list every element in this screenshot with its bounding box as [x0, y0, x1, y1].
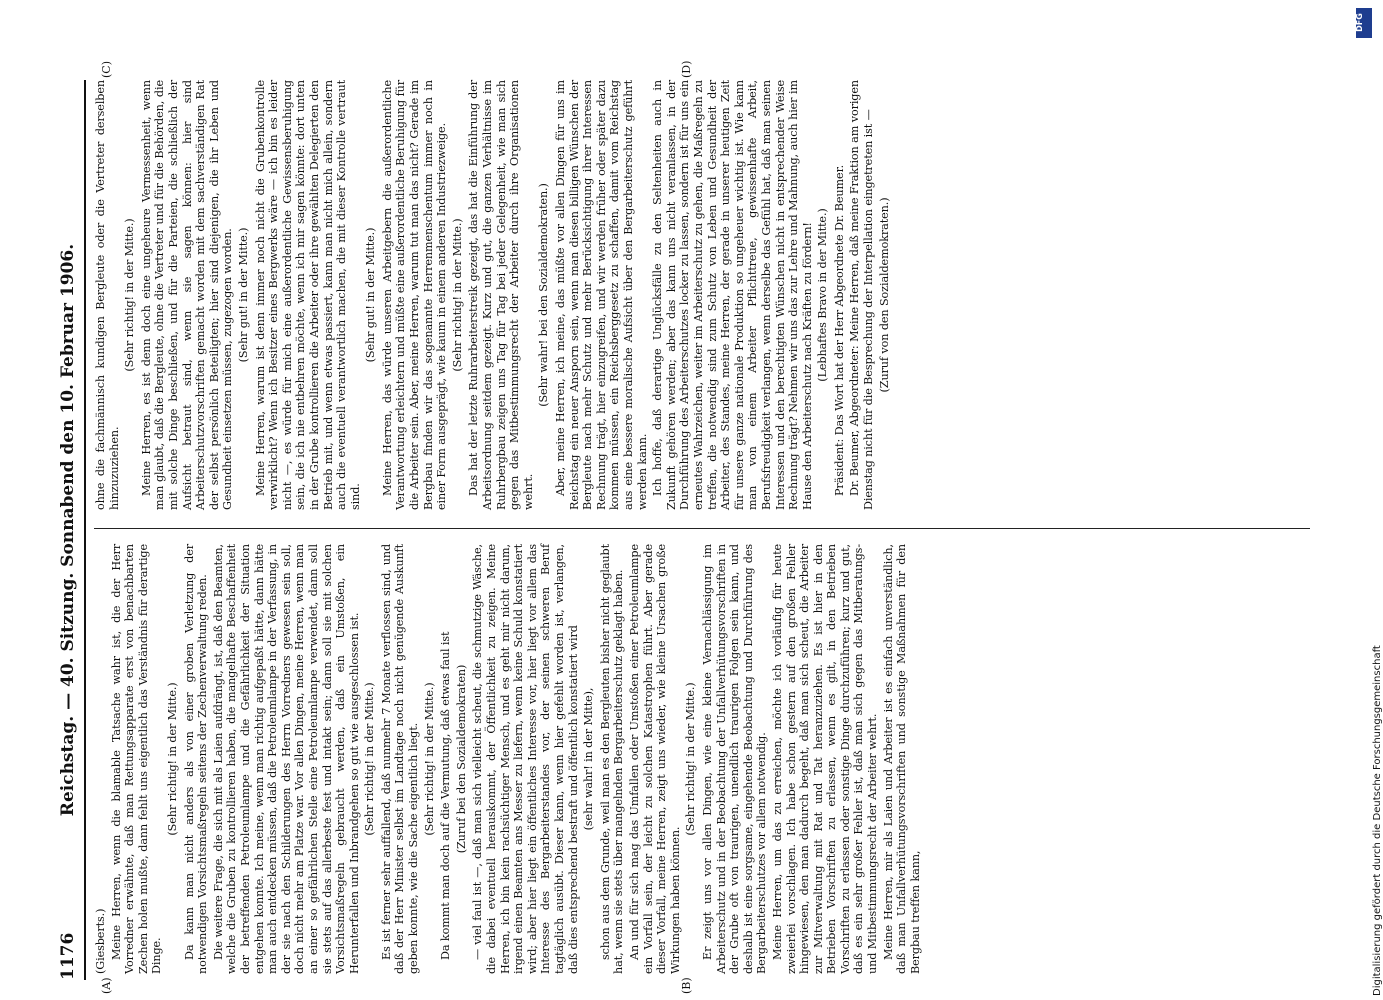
paragraph: Präsident: Das Wort hat der Herr Abgeordnete Dr. Beumer.: [832, 164, 846, 496]
paragraph: schon aus dem Grunde, weil man es den Bergleuten bisher nicht geglaubt hat, wenn sie stets über mangelnden Bergarbeiterschutz geklagt haben.: [598, 544, 626, 974]
paragraph: ohne die fachmännisch kundigen Bergleute oder die Vertreter derselben hinzuzuziehen.: [94, 80, 121, 510]
margin-mark-c: (C): [100, 61, 113, 78]
side-strip: [1352, 0, 1382, 1000]
column-divider: [94, 528, 1310, 529]
paragraph: Meine Herren, es ist denn doch eine ungeheure Vermessenheit, wenn man glaubt, daß die Bergleute, ohne die Vertreter und für die Behörden, die mit solche Dinge beschließen, und für die Parteien, die schließlich der Aufsicht betraut sind, wenn sie sagen können: hier sind Arbeiterschutzvorschriften gemacht worden mit dem sachverständigen Rat der selbst persönlich Beteiligten; hier sind diejenigen, die ihr Leben und Gesundheit einsetzen müssen, zugezogen worden.: [139, 80, 235, 510]
left-text-column: [94, 544, 1310, 974]
paragraph: Das hat der letzte Ruhrarbeiterstreik gezeigt, das hat die Einführung der Arbeitsordnung seitdem gezeigt. Kurz und gut, die ganzen Verhältnisse im Ruhrbergbau zeigen uns Tag für Tag bei jeder Gelegenheit, wie man sich gegen das Mitbestimmungsrecht der Arbeiter durch ihre Organisationen wehrt.: [467, 80, 535, 510]
interjection: (Sehr richtig! in der Mitte.): [422, 682, 436, 836]
running-title: Reichstag. — 40. Sitzung. Sonnabend den 10. Februar 1906.: [58, 243, 78, 817]
paragraph: Es ist ferner sehr auffallend, daß nunmehr 7 Monate verflossen sind, und daß der Herr Minister selbst im Landtage noch nicht genügende Auskunft geben konnte, wie die Sache eigentlich liegt.: [379, 544, 421, 974]
header-rule: [84, 80, 86, 980]
document-page: [40, 50, 1330, 1000]
paragraph: Meine Herren, wenn die blamable Tatsache wahr ist, die der Herr Vorredner erwähnte, daß man Rettungsapparate erst von benachbarten Zechen holen mußte, dann fehlt uns eigentlich das Verständnis für derartige Dinge.: [109, 544, 164, 974]
interjection: (sehr wahr! in der Mitte),: [582, 687, 596, 831]
interjection: (Sehr richtig! in der Mitte.): [363, 682, 377, 836]
paragraph: Er zeigt uns vor allen Dingen, wie eine kleine Vernachlässigung im Arbeiterschutz und in der Beobachtung der Unfallverhütungsvorschriften in der Grube oft von traurigen, unendlich traurigen Folgen sein kann, und deshalb ist eine sorgsame, eingehende Beobachtung und Durchführung des Bergarbeiterschutzes vor allem notwendig.: [700, 544, 769, 974]
margin-mark-a: (A): [100, 977, 113, 994]
paragraph: Da kommt man doch auf die Vermutung, daß etwas faul ist: [439, 631, 453, 960]
page-number: 1176: [58, 932, 78, 980]
paragraph: Dr. Beumer, Abgeordneter: Meine Herren, daß meine Fraktion am vorigen Dienstag nicht für die Besprechung der Interpellation eingetreten ist —: [848, 80, 876, 510]
interjection: (Sehr wahr! bei den Sozialdemokraten.): [537, 183, 551, 407]
paragraph: (Giesberts.): [94, 908, 107, 974]
paragraph: Aber, meine Herren, ich meine, das müßte vor allen Dingen für uns im Reichstag ein neuer Ansporn sein, wenn man diesen billigen Wünschen der Bergleute nach mehr Schutz und mehr Berücksichtigung ihrer Interessen Rechnung trägt, hier einzugreifen, und wir werden früher oder später dazu kommen müssen, ein Reichsberggesetz zu schaffen, damit vom Reichstag aus eine bessere moralische Aufsicht über den Bergarbeiterschutz geführt werden kann.: [554, 80, 649, 510]
interjection: (Zuruf bei den Sozialdemokraten): [454, 664, 468, 854]
page-header: [48, 80, 88, 980]
interjection: (Sehr richtig! in der Mitte.): [165, 682, 179, 836]
paragraph: Meine Herren, warum ist denn immer noch nicht die Grubenkontrolle verwirklicht? Wenn ich Besitzer eines Bergwerks wäre — ich bin es leider nicht —, es würde für mich eine außerordentliche Gewissensberuhigung sein, die ich nie entbehren möchte, wenn ich mir sagen könnte: dort unten in der Grube kontrollieren die Arbeiter oder ihre gewählten Delegierten den Betrieb mit, und wenn etwas passiert, kann man nicht mich allein, sondern auch die eventuell verantwortlich machen, die mit dieser Kontrolle vertraut sind.: [253, 80, 362, 510]
paragraph: Meine Herren, mir als Laien und Arbeiter ist es einfach unverständlich, daß man Unfallverhütungsvorschriften und sonstige Maßnahmen für den Bergbau treffen kann,: [881, 544, 922, 974]
paragraph: Da kann man nicht anders als von einer groben Verletzung der notwendigen Vorsichtsmaßregeln seitens der Zechenverwaltung reden.: [182, 544, 210, 974]
interjection: (Sehr richtig! in der Mitte.): [123, 218, 137, 372]
paragraph: An und für sich mag das Umfallen oder Umstoßen einer Petroleumlampe ein Vorfall sein, der leicht zu solchen Katastrophen führt. Aber gerade dieser Vorfall, meine Herren, zeigt uns wieder, wie kleine Ursachen große Wirkungen haben können.: [627, 544, 682, 974]
paragraph: Die weitere Frage, die sich mit als Laien aufdrängt, ist, daß den Beamten, welche die Gruben zu kontrollieren haben, die mangelhafte Beschaffenheit der betreffenden Petroleumlampe und die Gefährlichkeit der Situation entgehen konnte. Ich meine, wenn man richtig aufgepaßt hätte, dann hätte man auch entdecken müssen, daß die Petroleumlampe in der Verfassung, in der sie nach den Schilderungen des Herrn Vorredners gewesen sein soll, doch nicht mehr am Platze war. Vor allen Dingen, meine Herren, wenn man an einer so gefährlichen Stelle eine Petroleumlampe verwendet, dann soll sie stets auf das allerbeste fest und intakt sein; dann soll sie mit solchen Vorsichtsmaßregeln gebraucht werden, daß ein Umstoßen, ein Herunterfallen und Inbrandgehen so gut wie ausgeschlossen ist.: [211, 544, 361, 974]
paragraph: Ich hoffe, daß derartige Unglücksfälle zu den Seltenheiten auch in Zukunft gehören werden; aber das kann uns nicht veranlassen, in der Durchführung des Arbeiterschutzes locker zu lassen, sondern ist für uns ein erneutes Wahrzeichen, weiter im Arbeiterschutz zu gehen, die Maßregeln zu treffen, die notwendig sind zum Schutz von Leben und Gesundheit der Arbeiter, des Standes, meine Herren, der gerade in unserer heutigen Zeit für unsere ganze nationale Produktion so ungeheuer wichtig ist. Wie kann man von einem Arbeiter Pflichttreue, gewissenhafte Arbeit, Berufsfreudigkeit verlangen, wenn derselbe das Gefühl hat, daß man seinen Interessen und den berechtigten Wünschen nicht in entsprechender Weise Rechnung trägt? Nehmen wir uns das zur Lehre und Mahnung, auch hier im Hause den Arbeiterschutz nach Kräften zu fördern!: [651, 80, 814, 510]
dfg-logo: DFG: [1356, 8, 1372, 38]
right-text-column: [94, 80, 1310, 510]
interjection: (Zuruf von den Sozialdemokraten.): [877, 197, 891, 393]
margin-mark-b: (B): [680, 977, 693, 994]
digitization-credit: Digitalisierung gefördert durch die Deutsche Forschungsgemeinschaft: [1372, 645, 1383, 996]
interjection: (Lebhaftes Bravo in der Mitte.): [816, 208, 830, 382]
paragraph: — viel faul ist —, daß man sich vielleicht scheut, die schmutzige Wäsche, die dabei eventuell herauskommt, der Öffentlichkeit zu zeigen. Meine Herren, ich bin kein rachsüchtiger Mensch, und es geht mir nicht darum, irgend einen Beamten ans Messer zu liefern, wenn keine Schuld konstatiert wird; aber hier liegt ein öffentliches Interesse vor, hier liegt vor allem das Interesse des Bergarbeiterstandes vor, der seinen schweren Beruf tagtäglich ausübt. Dieser kann, wenn hier gefehlt worden ist, verlangen, daß dies entsprechend bestraft und öffentlich konstatiert wird: [471, 544, 580, 974]
paragraph: Meine Herren, das würde unseren Arbeitgebern die außerordentliche Verantwortung erleichtern und müßte eine außerordentliche Beruhigung für die Arbeiter sein. Aber, meine Herren, warum tut man das nicht? Gerade im Bergbau finden wir das sogenannte Herrenmenschentum immer noch in einer Form ausgeprägt, wie kaum in einem anderen Industriezweige.: [380, 80, 449, 510]
margin-mark-d: (D): [680, 60, 693, 78]
interjection: (Sehr gut! in der Mitte.): [236, 227, 250, 363]
interjection: (Sehr gut! in der Mitte.): [364, 227, 378, 363]
paragraph: Meine Herren, um das zu erreichen, möchte ich vorläufig für heute zweierlei vorschlagen. Ich habe schon gestern auf den großen Fehler hingewiesen, den man dadurch begeht, daß man sich scheut, die Arbeiter zur Mitverwaltung mit Rat und Tat heranzuziehen. Es ist hier in den Betrieben Vorschriften zu erlassen, wenn es gilt, in den Betrieben Vorschriften zu erlassen oder sonstige Dinge durchzuführen; kurz und gut, daß es ein sehr großer Fehler ist, daß man sich gegen das Mitberatungs- und Mitbestimmungsrecht der Arbeiter wehrt.: [770, 544, 880, 974]
interjection: (Sehr richtig! in der Mitte.): [450, 218, 464, 372]
interjection: (Sehr richtig! in der Mitte.): [684, 682, 698, 836]
